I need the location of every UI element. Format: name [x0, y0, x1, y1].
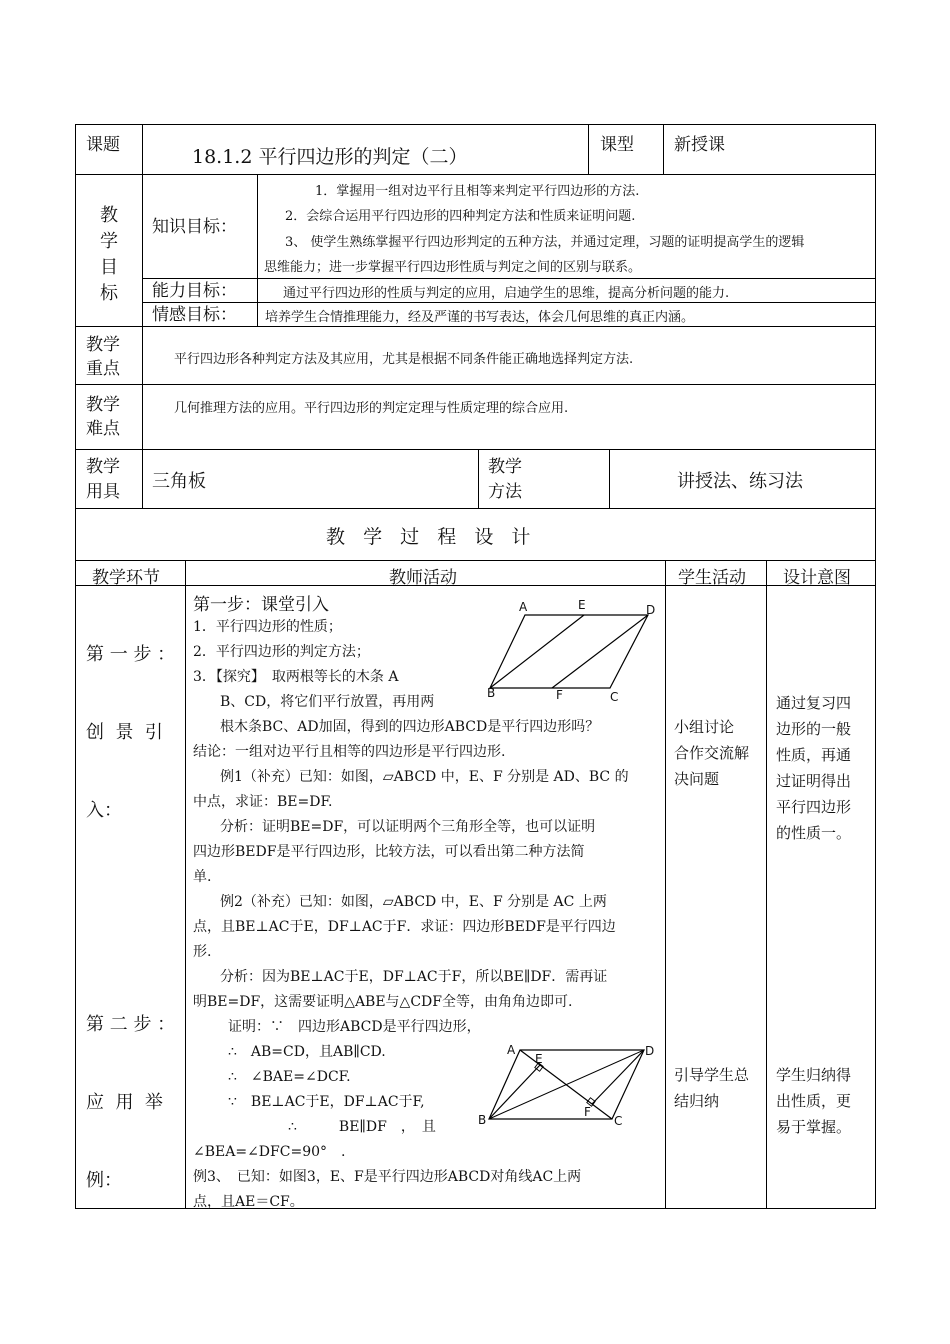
- parallelogram-figure-2: [474, 1037, 664, 1133]
- row-divider: [75, 384, 876, 385]
- design-intent-2: 学生归纳得 出性质，更 易于掌握。: [776, 1066, 852, 1136]
- process-title: 教 学 过 程 设 计: [326, 526, 533, 548]
- teacher-line: ∴ AB=CD，且AB∥CD.: [228, 1044, 386, 1060]
- emotion-goal-label: 情感目标：: [152, 305, 237, 325]
- teacher-line: 点，且BE⊥AC于E，DF⊥AC于F．求证：四边形BEDF是平行四边: [193, 919, 616, 935]
- column-divider: [142, 124, 143, 449]
- column-divider: [142, 449, 143, 508]
- teacher-line: 中点，求证：BE=DF.: [193, 794, 333, 810]
- col-header-design: 设计意图: [783, 568, 851, 588]
- method-label: 方法: [488, 482, 522, 502]
- emotion-goal-text: 培养学生合情推理能力，经及严谨的书写表达，体会几何思维的真正内涵。: [265, 310, 695, 325]
- teacher-line: 明BE=DF，这需要证明△ABE与△CDF全等，由角角边即可.: [193, 994, 573, 1010]
- knowledge-goal-label: 知识目标：: [152, 217, 237, 237]
- figure-1-label-f: F: [556, 688, 563, 702]
- row-divider: [142, 278, 876, 279]
- column-divider: [663, 124, 664, 174]
- row-divider: [75, 585, 876, 586]
- ability-goal-label: 能力目标：: [152, 281, 237, 301]
- col-header-teacher: 教师活动: [389, 568, 457, 588]
- figure-2-segment-be: [489, 1065, 540, 1119]
- teacher-line: 形.: [193, 944, 212, 960]
- col-header-student: 学生活动: [678, 568, 746, 588]
- lesson-type-label: 课型: [600, 135, 634, 155]
- key-points-text: 平行四边形各种判定方法及其应用，尤其是根据不同条件能正确地选择判定方法.: [174, 352, 634, 367]
- figure-2-label-d: D: [645, 1044, 655, 1058]
- teacher-line: 例3、 已知：如图3，E、F是平行四边形ABCD对角线AC上两: [193, 1169, 582, 1185]
- teacher-line: 点，且AE＝CF。: [193, 1194, 304, 1210]
- column-divider: [257, 174, 258, 326]
- knowledge-goal-item: 3、 使学生熟练掌握平行四边形判定的五种方法，并通过定理，习题的证明提高学生的逻辑: [285, 235, 805, 250]
- teacher-line: 例1（补充）已知：如图，▱ABCD 中，E、F 分别是 AD、BC 的: [220, 769, 629, 785]
- parallelogram-figure-1: [480, 596, 665, 708]
- lesson-title: 18.1.2 平行四边形的判定（二）: [192, 146, 468, 168]
- figure-1-label-d: D: [646, 603, 656, 617]
- row-divider: [75, 560, 876, 561]
- figure-1-segment-df: [552, 615, 648, 688]
- row-divider: [75, 508, 876, 509]
- teacher-line: 1．平行四边形的性质；: [193, 619, 342, 635]
- figure-2-label-a: A: [507, 1043, 516, 1057]
- row-divider: [142, 302, 876, 303]
- teacher-line: 四边形BEDF是平行四边形，比较方法，可以看出第二种方法简: [193, 844, 585, 860]
- teacher-line: ∴ BE∥DF ， 且: [288, 1119, 436, 1135]
- teacher-line: 2．平行四边形的判定方法；: [193, 644, 370, 660]
- figure-1-label-a: A: [519, 600, 528, 614]
- column-divider: [665, 560, 666, 1209]
- column-divider: [478, 449, 479, 508]
- design-intent-1: 通过复习四 边形的一般 性质，再通 过证明得出 平行四边形 的性质一。: [776, 694, 852, 842]
- knowledge-goal-item: 思维能力；进一步掌握平行四边形性质与判定之间的区别与联系。: [264, 260, 642, 275]
- knowledge-goal-item: 1．掌握用一组对边平行且相等来判定平行四边形的方法.: [315, 184, 640, 199]
- key-points-label: 重点: [86, 359, 120, 379]
- teacher-line: 证明：∵ 四边形ABCD是平行四边形，: [228, 1019, 481, 1035]
- teacher-line: 单.: [193, 869, 212, 885]
- teacher-line: 例2（补充）已知：如图，▱ABCD 中，E、F 分别是 AC 上两: [220, 894, 607, 910]
- column-divider: [609, 449, 610, 508]
- student-activity-1: 小组讨论 合作交流解 决问题: [674, 718, 750, 788]
- difficulties-label: 教学: [86, 395, 120, 415]
- teacher-line: 根木条BC、AD加固，得到的四边形ABCD是平行四边形吗？: [220, 719, 600, 735]
- col-header-stage: 教学环节: [92, 568, 160, 588]
- figure-1-label-b: B: [487, 686, 496, 700]
- student-activity-2: 引导学生总 结归纳: [674, 1066, 750, 1110]
- figure-2-diagonal-bd: [489, 1050, 644, 1119]
- teacher-line: B、CD，将它们平行放置，再用两: [220, 694, 435, 710]
- teacher-line: ∠BEA=∠DFC=90° .: [193, 1144, 346, 1160]
- tools-label: 教学: [86, 457, 120, 477]
- method-label: 教学: [488, 457, 522, 477]
- difficulties-label: 难点: [86, 419, 120, 439]
- teacher-line: ∵ BE⊥AC于E，DF⊥AC于F,: [228, 1094, 425, 1110]
- figure-2-segment-df: [592, 1050, 644, 1104]
- difficulties-text: 几何推理方法的应用。平行四边形的判定定理与性质定理的综合应用.: [174, 401, 569, 416]
- figure-2-label-e: E: [535, 1052, 543, 1066]
- key-points-label: 教学: [86, 335, 120, 355]
- ability-goal-text: 通过平行四边形的性质与判定的应用，启迪学生的思维，提高分析问题的能力.: [283, 286, 730, 301]
- column-divider: [588, 124, 589, 174]
- figure-2-label-c: C: [614, 1114, 623, 1128]
- teacher-line: 分析：因为BE⊥AC于E，DF⊥AC于F，所以BE∥DF．需再证: [220, 969, 608, 985]
- teacher-line: 分析：证明BE=DF，可以证明两个三角形全等，也可以证明: [220, 819, 596, 835]
- figure-1-label-e: E: [578, 598, 586, 612]
- figure-2-label-b: B: [478, 1113, 487, 1127]
- tools-value: 三角板: [152, 471, 206, 492]
- stage-1-label: 第 一 步 ： 创 景 引 入：: [86, 644, 176, 821]
- method-value: 讲授法、练习法: [677, 471, 803, 492]
- row-divider: [75, 174, 876, 175]
- teacher-line: 结论：一组对边平行且相等的四边形是平行四边形.: [193, 744, 506, 760]
- teacher-line: 第一步：课堂引入: [193, 595, 329, 615]
- stage-2-label: 第 二 步 ： 应 用 举 例：: [86, 1014, 176, 1191]
- column-divider: [185, 560, 186, 1209]
- objectives-section-label: 教 学 目 标: [100, 205, 118, 304]
- knowledge-goal-item: 2．会综合运用平行四边形的四种判定方法和性质来证明问题.: [285, 209, 636, 224]
- figure-2-label-f: F: [584, 1105, 591, 1119]
- teacher-line: 3．【探究】 取两根等长的木条 A: [193, 669, 399, 685]
- row-divider: [75, 449, 876, 450]
- teacher-line: ∴ ∠BAE=∠DCF.: [228, 1069, 351, 1085]
- figure-1-segment-be: [490, 615, 584, 688]
- lesson-type-value: 新授课: [674, 135, 725, 155]
- tools-label: 用具: [86, 482, 120, 502]
- figure-1-label-c: C: [610, 690, 619, 704]
- column-divider: [766, 560, 767, 1209]
- topic-label: 课题: [86, 135, 120, 155]
